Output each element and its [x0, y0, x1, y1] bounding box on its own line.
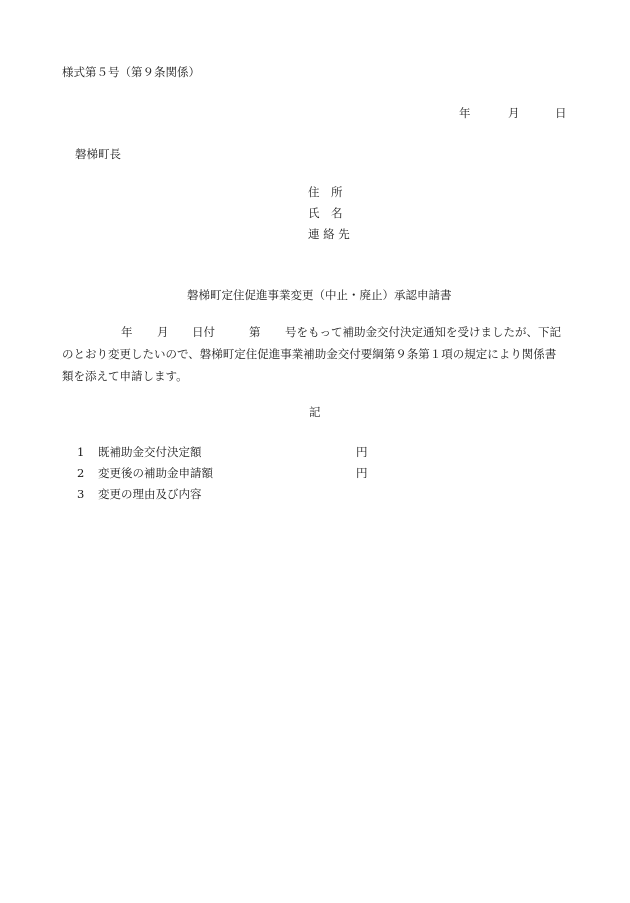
item-unit: 円 — [356, 445, 368, 459]
item-number: 1 — [77, 445, 85, 459]
body-day-dated: 日付 — [192, 325, 215, 339]
date-day-label: 日 — [555, 106, 567, 120]
applicant-name-label: 氏 名 — [308, 206, 343, 220]
item-label: 変更後の補助金申請額 — [98, 466, 213, 480]
item-label: 既補助金交付決定額 — [98, 445, 202, 459]
ki-heading: 記 — [309, 405, 321, 419]
item-number: 2 — [77, 466, 85, 480]
body-dai: 第 — [249, 325, 261, 339]
date-year-label: 年 — [459, 106, 471, 120]
item-unit: 円 — [356, 466, 368, 480]
item-number: 3 — [77, 487, 85, 501]
body-line2: のとおり変更したいので、磐梯町定住促進事業補助金交付要綱第９条第１項の規定により関係書 — [62, 347, 557, 361]
date-month-label: 月 — [508, 106, 520, 120]
body-month: 月 — [157, 325, 169, 339]
document-title: 磐梯町定住促進事業変更（中止・廃止）承認申請書 — [187, 288, 452, 302]
body-year: 年 — [121, 325, 133, 339]
body-line1-rest: 号をもって補助金交付決定通知を受けましたが、下記 — [285, 325, 561, 339]
body-line3: 類を添えて申請します。 — [62, 369, 188, 383]
addressee: 磐梯町長 — [75, 147, 121, 161]
form-number: 様式第５号（第９条関係） — [62, 65, 200, 79]
applicant-contact-label: 連 絡 先 — [308, 227, 350, 241]
applicant-address-label: 住 所 — [308, 185, 343, 199]
item-label: 変更の理由及び内容 — [98, 487, 202, 501]
